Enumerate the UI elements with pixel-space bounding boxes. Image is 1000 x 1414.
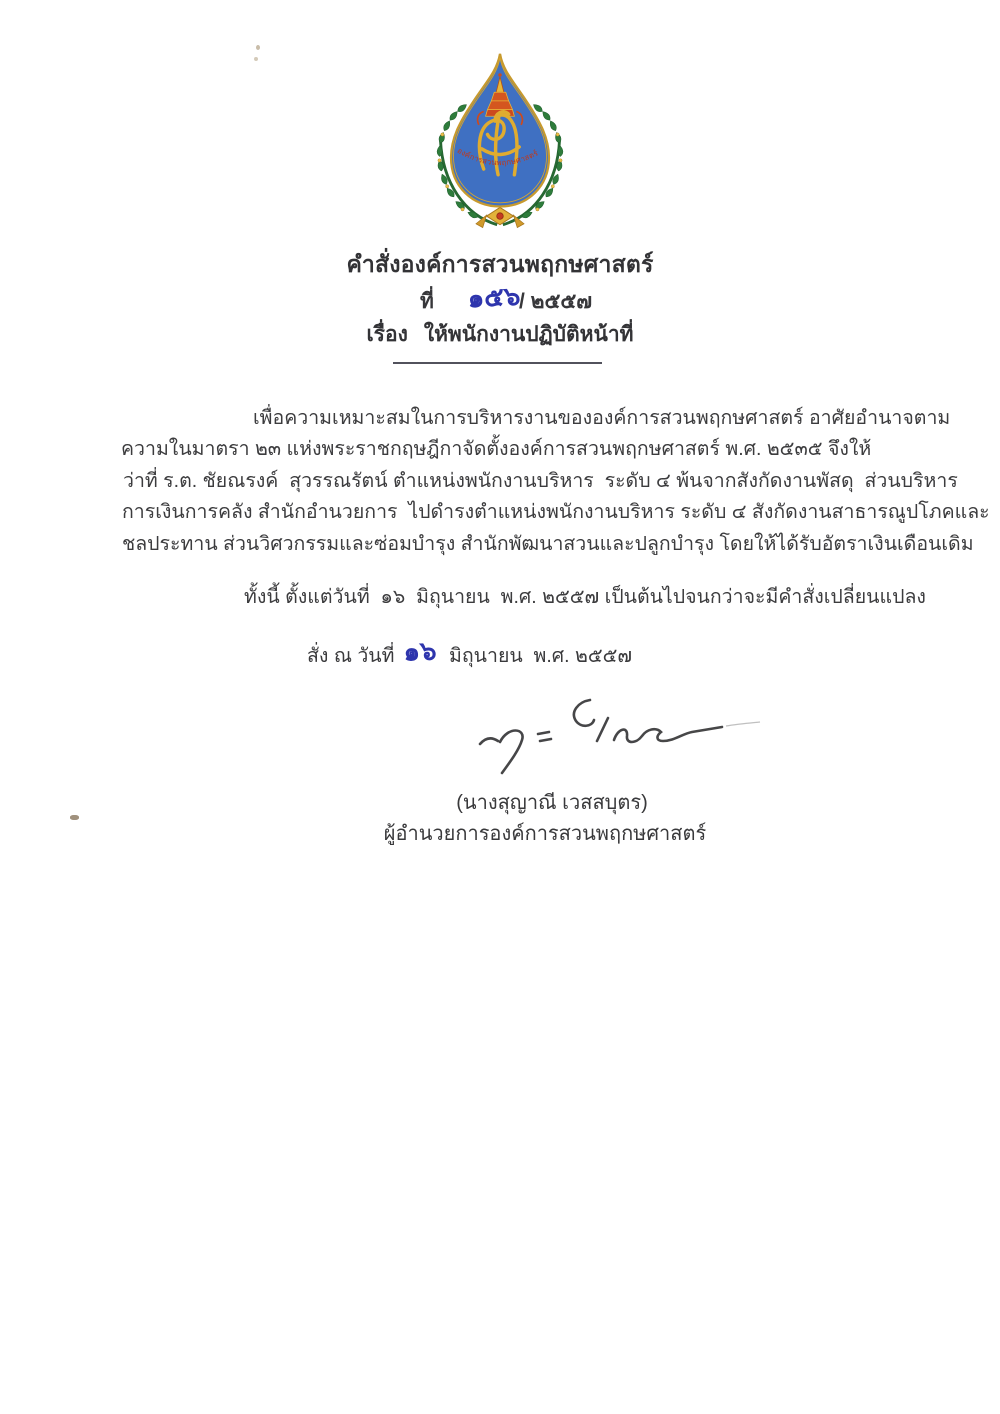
subject-row: [0, 318, 1000, 351]
signer-position: ผู้อำนวยการองค์การสวนพฤกษศาสตร์: [383, 823, 707, 845]
document-title: คำสั่งองค์การสวนพฤกษศาสตร์: [346, 251, 654, 277]
body-line: ว่าที่ ร.ต. ชัยณรงค์ สุวรรณรัตน์ ตำแหน่งพนักงานบริหาร ระดับ ๔ พ้นจากสังกัดงานพัสดุ ส่วนบริหาร: [123, 470, 958, 492]
scan-speck: [256, 45, 260, 50]
body-line: การเงินการคลัง สำนักอำนวยการ ไปดำรงตำแหน่งพนักงานบริหาร ระดับ ๔ สังกัดงานสาธารณูปโภคและ: [122, 501, 990, 523]
issued-date-label: สั่ง ณ วันที่: [307, 645, 395, 667]
body-line: เพื่อความเหมาะสมในการบริหารงานขององค์การสวนพฤกษศาสตร์ อาศัยอำนาจตาม: [253, 407, 951, 429]
scan-speck: [70, 815, 79, 820]
order-number-label: ที่: [420, 290, 434, 313]
emblem-arc-text: องค์การสวนพฤกษศาสตร์: [455, 145, 540, 168]
header-divider: [393, 362, 602, 364]
body-line: ความในมาตรา ๒๓ แห่งพระราชกฤษฎีกาจัดตั้งองค์การสวนพฤกษศาสตร์ พ.ศ. ๒๕๓๕ จึงให้: [121, 438, 872, 460]
drop-shield-icon: [451, 54, 549, 207]
issued-date-handwritten: ๑๖: [402, 635, 437, 667]
ribbon-icon: [476, 207, 524, 227]
subject-label: เรื่อง: [366, 323, 408, 346]
signature-icon: [462, 694, 772, 786]
subject-text: ให้พนักงานปฏิบัติหน้าที่: [423, 323, 634, 346]
order-number-handwritten: ๑๕๖: [466, 280, 522, 314]
issued-date-text: มิถุนายน พ.ศ. ๒๕๕๗: [449, 645, 633, 667]
signer-name: (นางสุญาณี เวสสบุตร): [456, 792, 648, 814]
organization-emblem-icon: [428, 50, 572, 242]
order-number-year: / ๒๕๕๗: [519, 290, 593, 313]
effective-date-line: ทั้งนี้ ตั้งแต่วันที่ ๑๖ มิถุนายน พ.ศ. ๒๕๕๗ เป็นต้นไปจนกว่าจะมีคำสั่งเปลี่ยนแปลง: [244, 586, 926, 608]
body-line: ชลประทาน ส่วนวิศวกรรมและซ่อมบำรุง สำนักพัฒนาสวนและปลูกบำรุง โดยให้ได้รับอัตราเงินเดือนเดิม: [122, 533, 974, 555]
scan-speck: [254, 57, 258, 61]
